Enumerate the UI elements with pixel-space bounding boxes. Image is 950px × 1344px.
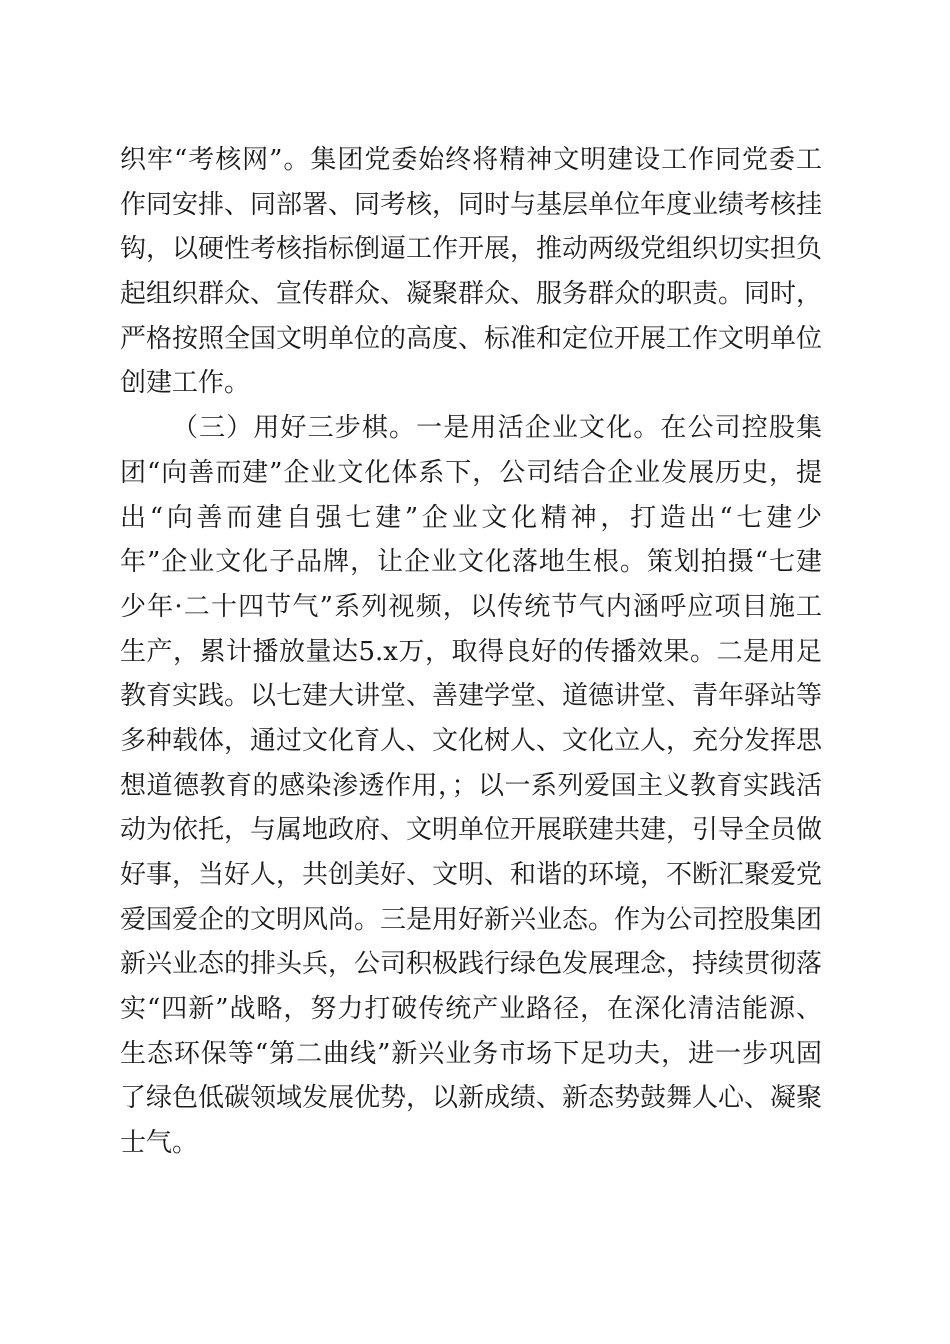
- paragraph-line: 爱国爱企的文明风尚。三是用好新兴业态。作为公司控股集团: [120, 904, 823, 935]
- paragraph-line: 团“向善而建”企业文化体系下，公司结合企业发展历史，提: [120, 457, 822, 488]
- paragraph-line: 动为依托，与属地政府、文明单位开展联建共建，引导全员做: [120, 815, 823, 846]
- paragraph-line: 生态环保等“第二曲线”新兴业务市场下足功夫，进一步巩固: [120, 1038, 822, 1069]
- paragraph-line: 生产，累计播放量达5.x万，取得良好的传播效果。二是用足: [120, 636, 822, 667]
- paragraph-heading-line: （三）用好三步棋。一是用活企业文化。在公司控股集: [172, 413, 822, 444]
- paragraph-line: 起组织群众、宣传群众、凝聚群众、服务群众的职责。同时，: [120, 279, 823, 310]
- paragraph-line: 实“四新”战略，努力打破传统产业路径，在深化清洁能源、: [120, 994, 822, 1025]
- paragraph-line: 织牢“考核网”。集团党委始终将精神文明建设工作同党委工: [120, 145, 822, 175]
- paragraph-line: 创建工作。: [120, 368, 251, 399]
- body-text: [120, 138, 822, 1166]
- paragraph-line: 好事，当好人，共创美好、文明、和谐的环境，不断汇聚爱党: [120, 860, 823, 890]
- paragraph-line: 士气。: [120, 1128, 199, 1159]
- paragraph-line: 教育实践。以七建大讲堂、善建学堂、道德讲堂、青年驿站等: [120, 681, 823, 712]
- paragraph-line: 多种载体，通过文化育人、文化树人、文化立人，充分发挥思: [120, 725, 823, 756]
- paragraph-line: 新兴业态的排头兵，公司积极践行绿色发展理念，持续贯彻落: [120, 949, 823, 980]
- paragraph-line: 严格按照全国文明单位的高度、标准和定位开展工作文明单位: [120, 323, 823, 354]
- paragraph-line: 想道德教育的感染渗透作用，；以一系列爱国主义教育实践活: [120, 770, 822, 801]
- paragraph-line: 了绿色低碳领域发展优势，以新成绩、新态势鼓舞人心、凝聚: [120, 1083, 823, 1114]
- paragraph-line: 出“向善而建自强七建”企业文化精神，打造出“七建少: [120, 502, 822, 533]
- paragraph-line: 少年·二十四节气”系列视频，以传统节气内涵呼应项目施工: [120, 591, 822, 622]
- paragraph-line: 钩，以硬性考核指标倒逼工作开展，推动两级党组织切实担负: [120, 234, 823, 265]
- paragraph-line: 年”企业文化子品牌，让企业文化落地生根。策划拍摄“七建: [120, 547, 822, 578]
- paragraph-line: 作同安排、同部署、同考核，同时与基层单位年度业绩考核挂: [120, 189, 823, 220]
